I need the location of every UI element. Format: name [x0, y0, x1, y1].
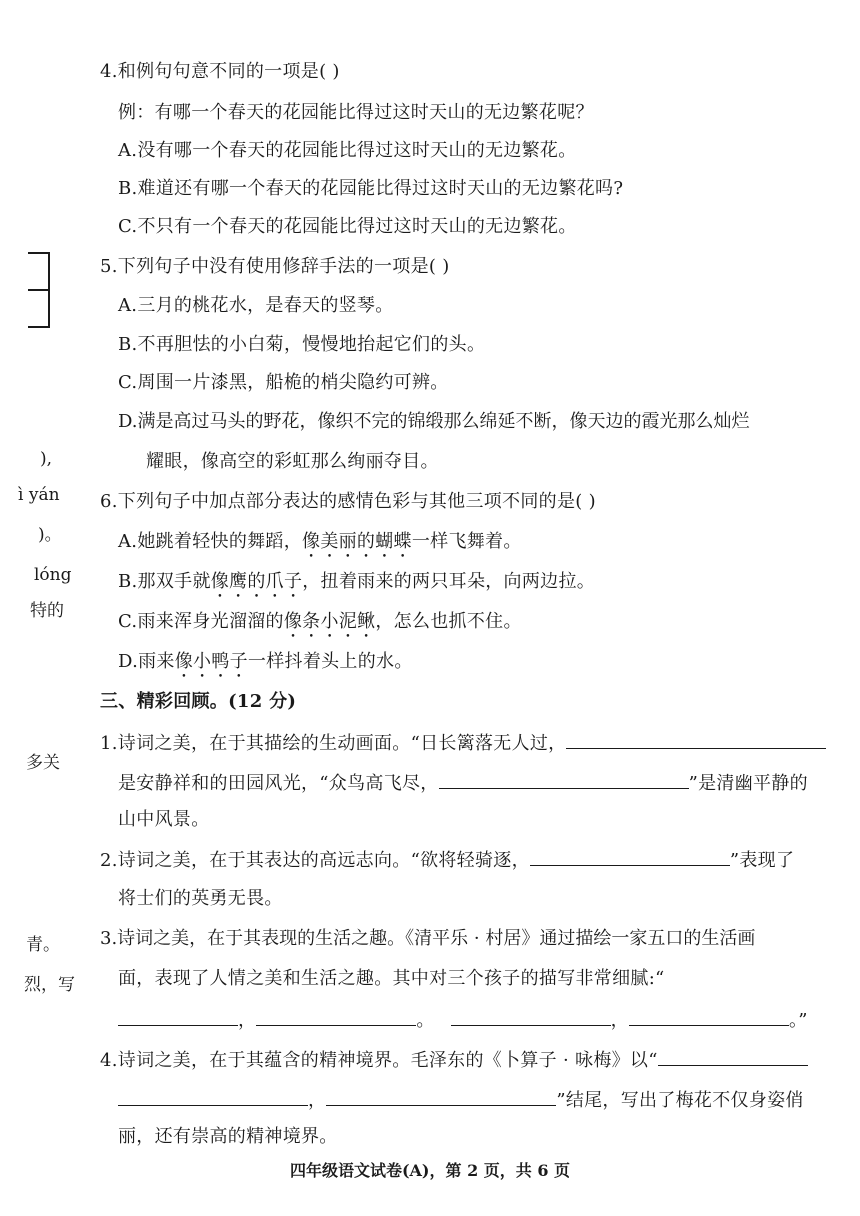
answer-blank[interactable] [118, 1087, 308, 1106]
item-4-line-2 [118, 1087, 804, 1113]
punctuation: ， [238, 1010, 257, 1031]
margin-fragment: ), [40, 449, 53, 469]
answer-blank[interactable] [118, 1007, 238, 1026]
item-4-line-1 [100, 1047, 808, 1073]
question-5-option-d: D.满是高过马头的野花，像织不完的锦缎那么绵延不断，像天边的霞光那么灿烂 [118, 411, 750, 432]
option-text: ，怎么也抓不住。 [375, 611, 522, 632]
item-text: 1.诗词之美，在于其描绘的生动画面。“日长篱落无人过， [100, 733, 567, 754]
answer-blank[interactable] [566, 730, 826, 749]
punctuation: 。” [788, 1010, 808, 1031]
question-4-example: 例：有哪一个春天的花园能比得过这时天山的无边繁花呢？ [118, 102, 594, 123]
question-4-option-a: A.没有哪一个春天的花园能比得过这时天山的无边繁花。 [118, 140, 577, 161]
item-1-line-2 [118, 770, 808, 796]
dotted-phrase: 像条小泥鳅 [283, 611, 376, 632]
item-text: ”表现了 [729, 850, 795, 871]
option-text: ，扭着雨来的两只耳朵，向两边拉。 [302, 571, 596, 592]
margin-fragment: 烈，写 [24, 975, 75, 995]
margin-fragment: 特的 [30, 601, 64, 621]
item-text: 4.诗词之美，在于其蕴含的精神境界。毛泽东的《卜算子 · 咏梅》以“ [100, 1050, 658, 1071]
answer-blank[interactable] [530, 847, 730, 866]
punctuation: ， [308, 1090, 327, 1111]
question-6-option-b [118, 570, 595, 602]
item-3-line-2: 面，表现了人情之美和生活之趣。其中对三个孩子的描写非常细腻:“ [118, 968, 665, 989]
option-text: C.雨来浑身光溜溜的 [118, 611, 284, 632]
item-text: ”结尾，写出了梅花不仅身姿俏 [556, 1090, 804, 1111]
margin-fragment: ì yán [18, 485, 60, 505]
item-3-line-3 [118, 1007, 808, 1033]
option-text: D.雨来 [118, 651, 175, 672]
punctuation: 。 [416, 1010, 435, 1031]
answer-blank[interactable] [629, 1007, 789, 1026]
item-1-line-3: 山中风景。 [118, 809, 210, 830]
dotted-phrase: 像美丽的蝴蝶 [302, 531, 412, 552]
item-1-line-1 [100, 730, 826, 756]
question-5-option-b: B.不再胆怯的小白菊，慢慢地抬起它们的头。 [118, 334, 486, 355]
question-5-option-c: C.周围一片漆黑，船桅的梢尖隐约可辨。 [118, 372, 449, 393]
dotted-phrase: 像小鸭子 [174, 651, 248, 672]
answer-blank[interactable] [256, 1007, 416, 1026]
margin-bracket-divider [28, 289, 50, 291]
answer-blank[interactable] [326, 1087, 556, 1106]
option-text: B.那双手就 [118, 571, 211, 592]
question-4-option-b: B.难道还有哪一个春天的花园能比得过这时天山的无边繁花吗? [118, 178, 624, 199]
question-6-option-d [118, 650, 413, 682]
answer-blank[interactable] [658, 1047, 808, 1066]
item-text: 2.诗词之美，在于其表达的高远志向。“欲将轻骑逐， [100, 850, 530, 871]
item-text: ”是清幽平静的 [688, 773, 808, 794]
question-5-option-a: A.三月的桃花水，是春天的竖琴。 [118, 295, 394, 316]
item-3-line-1: 3.诗词之美，在于其表现的生活之趣。《清平乐 · 村居》通过描绘一家五口的生活画 [100, 928, 756, 949]
margin-fragment: 多关 [26, 753, 60, 773]
punctuation: ， [610, 1010, 629, 1031]
question-4-option-c: C.不只有一个春天的花园能比得过这时天山的无边繁花。 [118, 216, 577, 237]
option-text: 一样抖着头上的水。 [247, 651, 413, 672]
question-5-stem: 5.下列句子中没有使用修辞手法的一项是( ) [100, 256, 450, 277]
option-text: A.她跳着轻快的舞蹈， [118, 531, 303, 552]
question-6-stem: 6.下列句子中加点部分表达的感情色彩与其他三项不同的是( ) [100, 491, 596, 512]
question-5-option-d-continued: 耀眼，像高空的彩虹那么绚丽夺目。 [146, 451, 439, 472]
question-6-option-a [118, 530, 522, 562]
answer-blank[interactable] [439, 770, 689, 789]
page-footer: 四年级语文试卷(A)，第 2 页，共 6 页 [289, 1161, 571, 1180]
margin-fragment: 青。 [26, 935, 60, 955]
margin-fragment: lóng [34, 565, 72, 585]
dotted-phrase: 像鹰的爪子 [210, 571, 303, 592]
section-3-title: 三、精彩回顾。(12 分) [100, 691, 297, 712]
option-text: 一样飞舞着。 [411, 531, 522, 552]
margin-fragment: )。 [38, 525, 62, 545]
question-4-stem: 4.和例句句意不同的一项是( ) [100, 61, 340, 82]
question-6-option-c [118, 610, 522, 642]
item-4-line-3: 丽，还有崇高的精神境界。 [118, 1126, 338, 1147]
item-text: 是安静祥和的田园风光，“众鸟高飞尽， [118, 773, 439, 794]
answer-blank[interactable] [451, 1007, 611, 1026]
item-2-line-2: 将士们的英勇无畏。 [118, 888, 283, 909]
item-2-line-1 [100, 847, 794, 873]
